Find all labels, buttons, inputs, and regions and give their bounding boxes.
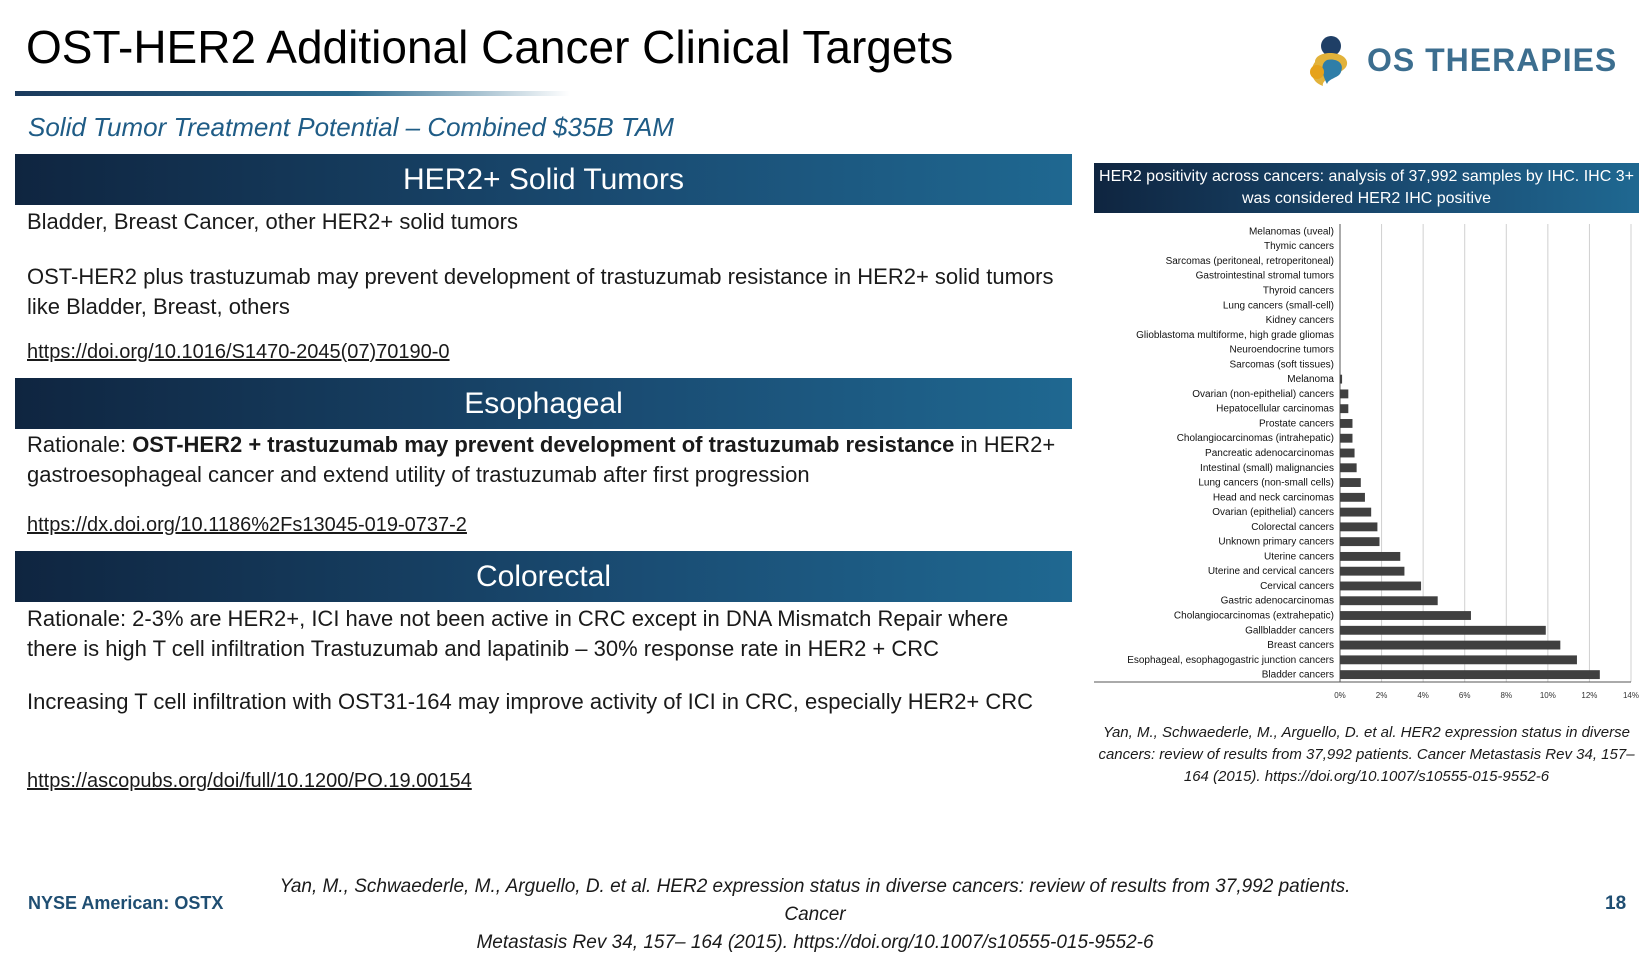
chart-x-tick-label: 2% xyxy=(1375,691,1388,700)
section1-text1: Bladder, Breast Cancer, other HER2+ solid tumors xyxy=(27,209,518,234)
chart-category-label: Uterine cancers xyxy=(1263,551,1334,563)
title-underline xyxy=(15,91,570,96)
chart-category-label: Uterine and cervical cancers xyxy=(1207,566,1334,578)
chart-bar xyxy=(1340,582,1421,591)
chart-category-label: Thyroid cancers xyxy=(1262,285,1334,297)
footer-ticker: NYSE American: OSTX xyxy=(28,893,224,913)
section3-text1: Rationale: 2-3% are HER2+, ICI have not been active in CRC except in DNA Mismatch Repair where there is high T cell infiltration Trastuzumab and lapatinib – 30% response rate in HER2 + CRC xyxy=(27,606,1009,661)
chart-category-label: Pancreatic adenocarcinomas xyxy=(1205,448,1334,459)
chart-category-label: Gastrointestinal stromal tumors xyxy=(1195,270,1334,282)
chart-bar xyxy=(1340,596,1438,605)
chart-category-label: Head and neck carcinomas xyxy=(1212,492,1334,504)
chart-category-label: Kidney cancers xyxy=(1265,315,1334,327)
chart-category-label: Ovarian (non-epithelial) cancers xyxy=(1192,388,1334,400)
section-heading-colorectal: Colorectal xyxy=(15,551,1072,602)
chart-bar xyxy=(1340,641,1560,650)
footer-citation-line2: Metastasis Rev 34, 157– 164 (2015). https://doi.org/10.1007/s10555-015-9552-6 xyxy=(476,932,1154,953)
chart-bar xyxy=(1340,449,1355,458)
chart-header: HER2 positivity across cancers: analysis of 37,992 samples by IHC. IHC 3+ was considered HER2 IHC positive xyxy=(1094,163,1639,213)
section2-bold-claim: OST-HER2 + trastuzumab may prevent development of trastuzumab resistance xyxy=(132,432,955,457)
chart-category-label: Melanoma xyxy=(1287,374,1334,386)
section3-reference-link[interactable]: https://ascopubs.org/doi/full/10.1200/PO.19.00154 xyxy=(27,770,472,792)
company-logo xyxy=(1305,32,1618,92)
chart-category-label: Sarcomas (peritoneal, retroperitoneal) xyxy=(1165,255,1334,267)
footer-citation-line1: Yan, M., Schwaederle, M., Arguello, D. et al. HER2 expression status in diverse cancers: review of results from 37,992 patients. Cancer xyxy=(279,876,1351,925)
chart-category-label: Prostate cancers xyxy=(1258,418,1334,430)
section-heading-her2-solid-tumors: HER2+ Solid Tumors xyxy=(15,154,1072,205)
chart-category-label: Colorectal cancers xyxy=(1251,521,1334,533)
chart-bar xyxy=(1340,493,1365,502)
chart-bar xyxy=(1340,611,1471,620)
chart-bar xyxy=(1340,567,1404,576)
chart-category-label: Glioblastoma multiforme, high grade gliomas xyxy=(1136,329,1334,341)
chart-bar xyxy=(1340,389,1348,398)
chart-x-tick-label: 10% xyxy=(1539,691,1556,700)
section1-reference-link[interactable]: https://doi.org/10.1016/S1470-2045(07)70190-0 xyxy=(27,341,450,363)
chart-bar xyxy=(1340,655,1577,664)
chart-bar xyxy=(1340,463,1357,472)
chart-category-label: Cholangiocarcinomas (extrahepatic) xyxy=(1173,610,1334,622)
chart-category-label: Sarcomas (soft tissues) xyxy=(1229,359,1334,371)
chart-bar xyxy=(1340,522,1377,531)
chart-x-tick-label: 6% xyxy=(1458,691,1471,700)
chart-bar xyxy=(1340,478,1361,487)
section2-suffix: in HER2+ gastroesophageal cancer and extend utility of trastuzumab after first progression xyxy=(27,432,1056,487)
section-heading-esophageal: Esophageal xyxy=(15,378,1072,429)
chart-bar xyxy=(1340,552,1400,561)
chart-x-tick-label: 0% xyxy=(1334,691,1346,700)
chart-bar xyxy=(1340,434,1352,443)
chart-category-label: Intestinal (small) malignancies xyxy=(1200,462,1334,474)
footer-citation xyxy=(250,873,1380,957)
chart-bar xyxy=(1340,626,1546,635)
chart-category-label: Cholangiocarcinomas (intrahepatic) xyxy=(1176,433,1334,445)
chart-x-tick-label: 8% xyxy=(1500,691,1513,700)
chart-citation: Yan, M., Schwaederle, M., Arguello, D. et al. HER2 expression status in diverse cancers: review of results from 37,992 patients. Cancer Metastasis Rev 34, 157– 164 (2015). https://doi.org/10.1007/s10555-015-9552-6 xyxy=(1098,724,1635,785)
chart-category-label: Lung cancers (non-small cells) xyxy=(1198,477,1334,489)
chart-bar xyxy=(1340,508,1371,517)
chart-category-label: Cervical cancers xyxy=(1260,580,1334,592)
her2-positivity-chart xyxy=(1094,218,1639,714)
chart-category-label: Bladder cancers xyxy=(1261,669,1334,681)
chart-category-label: Lung cancers (small-cell) xyxy=(1222,300,1334,312)
section1-text2: OST-HER2 plus trastuzumab may prevent development of trastuzumab resistance in HER2+ solid tumors like Bladder, Breast, others xyxy=(27,264,1054,319)
chart-x-tick-label: 14% xyxy=(1622,691,1639,700)
section2-prefix: Rationale: xyxy=(27,432,133,457)
chart-x-tick-label: 12% xyxy=(1581,691,1598,700)
section2-reference-link[interactable]: https://dx.doi.org/10.1186%2Fs13045-019-0737-2 xyxy=(27,514,467,536)
chart-x-tick-label: 4% xyxy=(1417,691,1429,700)
chart-bar xyxy=(1340,537,1379,546)
page-number: 18 xyxy=(1605,893,1627,914)
chart-category-label: Unknown primary cancers xyxy=(1218,536,1334,548)
chart-category-label: Ovarian (epithelial) cancers xyxy=(1212,507,1334,519)
section3-text2: Increasing T cell infiltration with OST31-164 may improve activity of ICI in CRC, especially HER2+ CRC xyxy=(27,689,1034,714)
chart-category-label: Gastric adenocarcinomas xyxy=(1220,595,1334,607)
chart-category-label: Hepatocellular carcinomas xyxy=(1216,403,1334,415)
chart-category-label: Thymic cancers xyxy=(1263,241,1334,253)
chart-bar xyxy=(1340,375,1342,384)
slide-subtitle: Solid Tumor Treatment Potential – Combined $35B TAM xyxy=(28,112,674,142)
chart-bar xyxy=(1340,404,1348,413)
chart-category-label: Melanomas (uveal) xyxy=(1248,226,1334,238)
logo-mark-icon xyxy=(1305,32,1361,88)
chart-category-label: Breast cancers xyxy=(1267,640,1334,652)
slide-title: OST-HER2 Additional Cancer Clinical Targets xyxy=(26,21,954,73)
chart-bar xyxy=(1340,419,1352,428)
chart-category-label: Esophageal, esophagogastric junction cancers xyxy=(1127,654,1334,666)
logo-text: OS THERAPIES xyxy=(1367,42,1618,78)
chart-category-label: Neuroendocrine tumors xyxy=(1229,344,1334,356)
chart-category-label: Gallbladder cancers xyxy=(1245,625,1334,637)
section2-rationale xyxy=(27,430,1057,490)
chart-bar xyxy=(1340,670,1600,679)
